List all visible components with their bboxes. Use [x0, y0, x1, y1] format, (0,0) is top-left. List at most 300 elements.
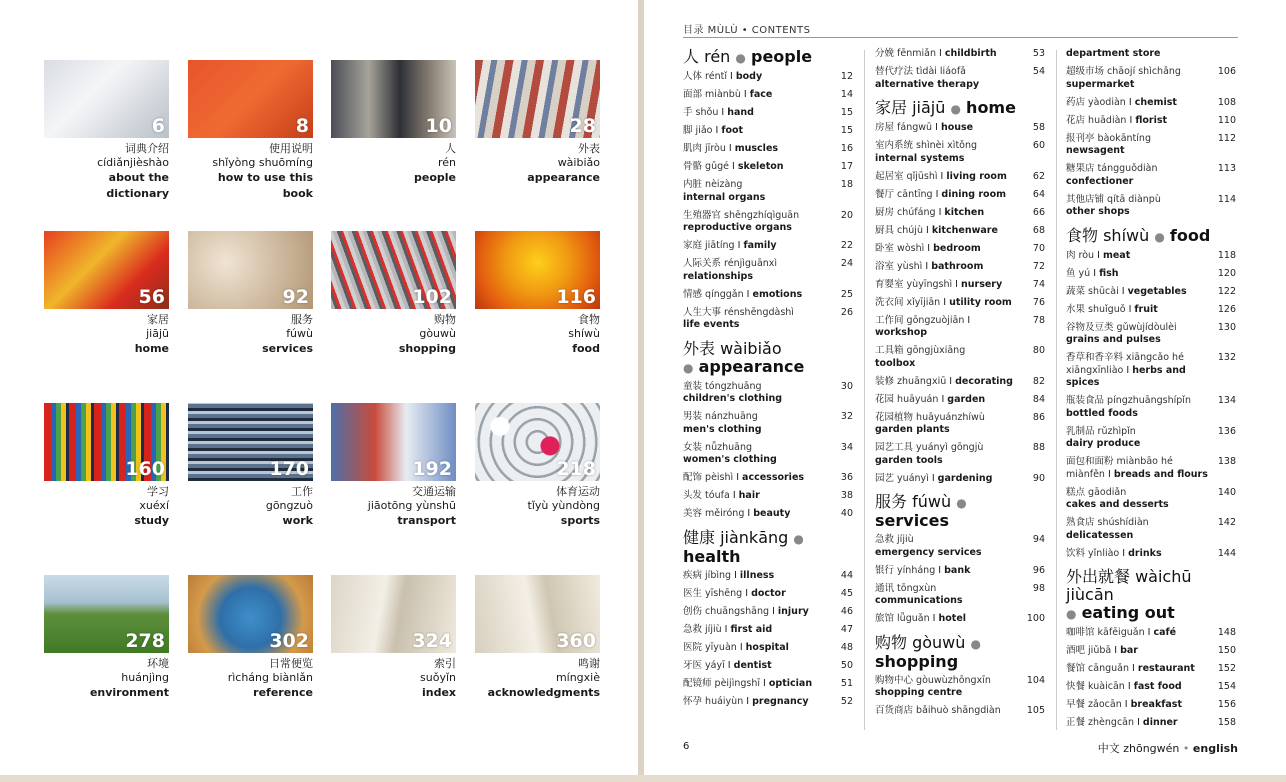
entry-page: 156	[1217, 699, 1236, 710]
contents-entry[interactable]: 饮料 yǐnliào I drinks 144	[1066, 547, 1236, 559]
contents-column-1	[683, 48, 853, 714]
entry-en: herbs and spices	[1066, 364, 1186, 388]
entry-en: gardening	[937, 472, 993, 484]
entry-zh: 花园	[875, 393, 895, 405]
contents-entry[interactable]	[1066, 322, 1236, 347]
contents-entry[interactable]: 香草和香辛料 xiāngcǎo hé xiāngxīnliào I herbs and spices 132	[1066, 352, 1236, 388]
entry-page: 72	[1032, 260, 1045, 272]
chapter-title-pinyin: fúwù	[286, 327, 313, 340]
contents-entry[interactable]: 急救 jíjiù I first aid 47	[683, 623, 853, 635]
entry-en: doctor	[751, 587, 786, 599]
entry-page: 106	[1217, 66, 1236, 77]
entry-zh: 蔬菜	[1066, 285, 1086, 297]
chapter-thumbnail[interactable]	[44, 403, 169, 529]
entry-zh: 脚	[683, 125, 693, 136]
contents-entry[interactable]: 快餐 kuàicān I fast food 154	[1066, 681, 1236, 692]
entry-en: kitchen	[944, 206, 985, 218]
entry-page: 15	[840, 107, 853, 118]
contents-entry[interactable]	[1066, 133, 1236, 158]
entry-page: 84	[1032, 393, 1045, 405]
entry-en: beauty	[753, 508, 791, 519]
entry-en: children's clothing	[683, 393, 783, 404]
entry-pinyin: bǎihuò shāngdiàn	[916, 705, 1001, 716]
chapter-image	[475, 575, 600, 653]
contents-entry[interactable]	[683, 442, 853, 467]
entry-pinyin: yàodiàn	[1088, 96, 1126, 108]
chapter-title-en: acknowledgments	[487, 686, 600, 699]
entry-page: 136	[1217, 425, 1236, 437]
entry-en: florist	[1135, 114, 1168, 126]
entry-zh: 男装	[683, 411, 703, 422]
chapter-title-en: study	[134, 514, 169, 527]
section-heading-zh: 家居 jiājū	[875, 98, 946, 117]
contents-entry[interactable]	[683, 307, 853, 332]
entry-zh: 花园植物	[875, 411, 914, 423]
bullet-dot: ●	[956, 496, 967, 510]
entry-zh: 园艺	[875, 472, 895, 484]
entry-zh: 乳制品	[1066, 425, 1095, 437]
entry-en: optician	[768, 677, 813, 689]
entry-pinyin: huáiyùn	[705, 695, 744, 707]
chapter-title-pinyin: shíwù	[568, 327, 600, 340]
entry-pinyin: cāntīng	[897, 188, 933, 200]
entry-page: 138	[1217, 456, 1236, 467]
entry-zh: 旅馆	[875, 613, 895, 624]
contents-entry[interactable]	[875, 140, 1045, 165]
entry-pinyin: fēnmiǎn	[897, 48, 936, 59]
chapter-page-number: 8	[295, 115, 309, 137]
entry-en: family	[743, 240, 777, 251]
contents-entry[interactable]	[683, 381, 853, 406]
entry-pinyin: jiǔbā	[1088, 645, 1112, 656]
entry-zh: 咖啡馆	[1066, 627, 1095, 638]
entry-en: toolbox	[875, 357, 916, 369]
entry-zh: 园艺工具	[875, 442, 914, 453]
contents-entry[interactable]: 情感 qínggǎn I emotions 25	[683, 288, 853, 300]
entry-zh: 替代疗法	[875, 66, 914, 77]
contents-entry[interactable]	[1066, 163, 1236, 188]
entry-zh: 工作间	[875, 314, 904, 326]
entry-pinyin: shúshídiàn	[1097, 517, 1149, 528]
contents-entry[interactable]: 骨骼 gǔgé I skeleton 17	[683, 161, 853, 172]
contents-entry[interactable]	[875, 66, 1045, 91]
chapter-title-en: sports	[560, 514, 600, 527]
chapter-page-number: 192	[412, 458, 452, 480]
section-heading	[875, 99, 1045, 118]
entry-zh: 美容	[683, 508, 703, 519]
entry-page: 70	[1032, 242, 1045, 254]
chapter-title-pinyin: wàibiǎo	[557, 156, 600, 169]
contents-entry[interactable]: 美容 měiróng I beauty 40	[683, 508, 853, 519]
entry-pinyin: shēngzhíqìguān	[724, 209, 800, 221]
contents-entry[interactable]	[875, 412, 1045, 437]
contents-entry[interactable]: 房屋 fángwū I house 58	[875, 122, 1045, 133]
contents-entry[interactable]: 药店 yàodiàn I chemist 108	[1066, 96, 1236, 108]
contents-entry[interactable]: 洗衣间 xǐyījiān I utility room 76	[875, 296, 1045, 308]
chapter-image	[331, 231, 456, 309]
entry-page: 86	[1032, 411, 1045, 423]
section-heading-en: shopping	[875, 651, 959, 671]
entry-zh: 起居室	[875, 170, 904, 182]
chapter-title-zh: 人	[445, 142, 456, 155]
section-heading-zh: 人 rén	[683, 47, 731, 66]
entry-zh: 情感	[683, 288, 703, 300]
entry-en: shopping centre	[875, 687, 963, 698]
entry-pinyin: rǔzhìpǐn	[1097, 425, 1136, 437]
contents-entry[interactable]: 配镜师 pèijìngshī I optician 51	[683, 677, 853, 689]
contents-entry[interactable]	[683, 258, 853, 283]
contents-entry[interactable]	[683, 210, 853, 235]
entry-pinyin: jīròu	[705, 143, 726, 154]
chapter-page-number: 56	[138, 286, 165, 308]
entry-pinyin: rénshēngdàshì	[724, 306, 794, 318]
contents-entry[interactable]: 育婴室 yùyīngshì I nursery 74	[875, 278, 1045, 290]
contents-header: 目录 MÙLÙ • CONTENTS	[683, 25, 811, 36]
entry-page: 108	[1217, 96, 1236, 108]
entry-pinyin: jiǎo	[695, 125, 713, 136]
contents-entry[interactable]	[1066, 194, 1236, 219]
entry-page: 82	[1032, 375, 1045, 387]
contents-entry[interactable]: 正餐 zhèngcān I dinner 158	[1066, 717, 1236, 728]
section-heading-en: food	[1169, 225, 1211, 245]
entry-page: 36	[840, 472, 853, 483]
chapter-image	[44, 575, 169, 653]
entry-page: 30	[840, 380, 853, 392]
entry-page: 25	[840, 288, 853, 300]
chapter-page-number: 360	[556, 630, 596, 652]
entry-en: relationships	[683, 270, 754, 282]
entry-zh: 面包和面粉	[1066, 456, 1114, 467]
chapter-title-pinyin: gòuwù	[419, 327, 456, 340]
chapter-page-number: 102	[412, 286, 452, 308]
contents-entry[interactable]: 浴室 yùshì I bathroom 72	[875, 260, 1045, 272]
entry-en: childbirth	[944, 48, 997, 59]
chapter-thumbnail[interactable]	[475, 231, 600, 357]
entry-zh: 厨具	[875, 224, 895, 236]
entry-en: garden tools	[875, 454, 943, 466]
entry-zh: 报刊亭	[1066, 132, 1095, 144]
entry-en: breads and flours	[1113, 468, 1208, 480]
entry-zh: 骨骼	[683, 161, 703, 172]
contents-entry[interactable]	[1066, 487, 1236, 512]
contents-entry[interactable]: 旅馆 lǚguǎn I hotel 100	[875, 613, 1045, 624]
entry-en: delicatessen	[1066, 529, 1134, 541]
entry-en: fish	[1099, 267, 1119, 279]
entry-zh: 熟食店	[1066, 517, 1095, 528]
entry-pinyin: fángwū	[897, 122, 933, 133]
section-heading-en: people	[750, 47, 813, 66]
entry-zh: 通讯	[875, 582, 895, 594]
entry-zh: 酒吧	[1066, 645, 1086, 656]
entry-page: 12	[840, 71, 853, 82]
chapter-thumbnail[interactable]	[188, 403, 313, 529]
chapter-title-en: home	[134, 342, 169, 355]
chapter-page-number: 160	[125, 458, 165, 480]
entry-en: emotions	[752, 288, 803, 300]
entry-page: 17	[840, 161, 853, 172]
entry-pinyin: chúfáng	[897, 206, 936, 218]
chapter-page-number: 28	[569, 115, 596, 137]
contents-entry[interactable]: 花店 huādiàn I florist 110	[1066, 114, 1236, 126]
contents-entry[interactable]: 家庭 jiātíng I family 22	[683, 240, 853, 251]
entry-en: fruit	[1134, 303, 1158, 315]
chapter-page-number: 10	[425, 115, 452, 137]
entry-page: 44	[840, 569, 853, 581]
contents-entry[interactable]: 疾病 jíbìng I illness 44	[683, 569, 853, 581]
chapter-title-zh: 词典介绍	[125, 142, 169, 155]
chapter-thumbnail[interactable]	[188, 60, 313, 202]
contents-entry[interactable]: 厨房 chúfáng I kitchen 66	[875, 206, 1045, 218]
entry-en: body	[735, 71, 763, 82]
chapter-thumbnail[interactable]	[331, 60, 456, 186]
contents-entry[interactable]: 肌肉 jīròu I muscles 16	[683, 143, 853, 154]
footer-zh: 中文 zhōngwén	[1097, 742, 1180, 755]
chapter-thumbnail[interactable]	[475, 575, 600, 701]
chapter-thumbnail[interactable]	[188, 231, 313, 357]
contents-entry[interactable]	[683, 411, 853, 436]
chapter-page-number: 324	[412, 630, 452, 652]
entry-zh: 医生	[683, 587, 703, 599]
entry-page: 66	[1032, 206, 1045, 218]
entry-pinyin: shūcài	[1088, 285, 1119, 297]
contents-entry[interactable]: 厨具 chújù I kitchenware 68	[875, 224, 1045, 236]
chapter-image	[475, 231, 600, 309]
contents-entry[interactable]: 怀孕 huáiyùn I pregnancy 52	[683, 695, 853, 707]
entry-pinyin: nǚzhuāng	[705, 441, 752, 453]
chapter-title-zh: 使用说明	[269, 142, 313, 155]
entry-zh: 牙医	[683, 659, 703, 671]
contents-entry[interactable]: 园艺 yuányì I gardening 90	[875, 472, 1045, 484]
chapter-title-pinyin: míngxiè	[555, 671, 600, 684]
chapter-title-pinyin: shǐyòng shuōmíng	[212, 156, 313, 169]
contents-entry[interactable]: 创伤 chuāngshāng I injury 46	[683, 605, 853, 617]
chapter-title-zh: 日常便览	[269, 657, 313, 670]
entry-page: 32	[840, 411, 853, 422]
section-heading-en: health	[683, 546, 741, 566]
entry-zh: 家庭	[683, 240, 703, 251]
contents-entry[interactable]: 工作间 gōngzuòjiān I workshop 78	[875, 314, 1045, 338]
entry-zh: 装修	[875, 375, 895, 387]
contents-entry[interactable]	[875, 442, 1045, 467]
contents-entry[interactable]: 医院 yīyuàn I hospital 48	[683, 641, 853, 653]
entry-page: 34	[840, 441, 853, 453]
contents-entry[interactable]: 配饰 pèishì I accessories 36	[683, 472, 853, 483]
chapter-thumbnail[interactable]	[475, 403, 600, 529]
chapter-title-zh: 体育运动	[556, 485, 600, 498]
entry-en: garden plants	[875, 424, 950, 435]
contents-entry[interactable]	[1066, 395, 1236, 420]
chapter-thumbnail[interactable]	[331, 231, 456, 357]
contents-entry[interactable]: 咖啡馆 kāfēiguǎn I café 148	[1066, 627, 1236, 638]
contents-entry[interactable]: 鱼 yú I fish 120	[1066, 267, 1236, 279]
chapter-title-en: reference	[253, 686, 313, 699]
entry-pinyin: cānguǎn	[1088, 663, 1130, 674]
contents-entry[interactable]: 牙医 yáyī I dentist 50	[683, 659, 853, 671]
entry-zh: 浴室	[875, 260, 895, 272]
entry-pinyin: shǒu	[695, 107, 719, 118]
entry-page: 22	[840, 240, 853, 251]
entry-en: drinks	[1128, 547, 1162, 559]
contents-entry[interactable]	[1066, 48, 1236, 61]
entry-zh: 饮料	[1066, 547, 1086, 559]
contents-entry[interactable]: 银行 yínháng I bank 96	[875, 564, 1045, 576]
section-heading-zh: 外表 wàibiǎo	[683, 338, 782, 358]
entry-zh: 工具箱	[875, 345, 904, 356]
contents-entry[interactable]	[875, 675, 1045, 700]
chapter-title-pinyin: rìcháng biànlǎn	[227, 671, 313, 684]
contents-entry[interactable]: 面包和面粉 miànbāo hé miànfěn I breads and flours 138	[1066, 456, 1236, 480]
entry-zh: 餐厅	[875, 188, 895, 200]
entry-pinyin: shuǐguǒ	[1088, 303, 1126, 315]
entry-pinyin: yùshì	[897, 260, 923, 272]
entry-zh: 肌肉	[683, 143, 703, 154]
entry-page: 118	[1217, 249, 1236, 261]
entry-page: 88	[1032, 442, 1045, 453]
entry-zh: 医院	[683, 641, 703, 653]
entry-pinyin: miànbāo hé miànfěn	[1066, 456, 1173, 480]
column-divider	[1056, 50, 1057, 730]
chapter-thumbnail[interactable]	[44, 231, 169, 357]
bullet-dot: ●	[793, 531, 804, 546]
contents-entry[interactable]: 蔬菜 shūcài I vegetables 122	[1066, 285, 1236, 297]
contents-entry[interactable]	[875, 705, 1045, 718]
entry-zh: 童装	[683, 380, 703, 392]
entry-page: 62	[1032, 170, 1045, 182]
contents-entry[interactable]: 装修 zhuāngxiū I decorating 82	[875, 375, 1045, 387]
section-heading-en: services	[875, 511, 950, 530]
entry-pinyin: réntǐ	[705, 71, 727, 82]
entry-pinyin: pèishì	[705, 472, 734, 483]
contents-entry[interactable]: 肉 ròu I meat 118	[1066, 249, 1236, 261]
entry-en: bank	[944, 564, 971, 576]
entry-en: dairy produce	[1066, 438, 1141, 449]
contents-entry[interactable]: 人体 réntǐ I body 12	[683, 71, 853, 82]
section-heading	[683, 529, 853, 566]
chapter-title-zh: 服务	[291, 313, 313, 326]
contents-entry[interactable]	[875, 583, 1045, 608]
entry-zh: 卧室	[875, 242, 895, 254]
entry-en: dentist	[733, 659, 772, 671]
entry-page: 132	[1217, 352, 1236, 363]
entry-en: cakes and desserts	[1066, 499, 1169, 510]
chapter-thumbnail[interactable]	[331, 575, 456, 701]
entry-en: emergency services	[875, 546, 982, 558]
bullet-dot: ●	[970, 636, 981, 651]
entry-pinyin: yīyuàn	[705, 641, 737, 653]
entry-zh: 水果	[1066, 303, 1086, 315]
contents-entry[interactable]: 酒吧 jiǔbā I bar 150	[1066, 645, 1236, 656]
entry-page: 74	[1032, 278, 1045, 290]
entry-page: 68	[1032, 224, 1045, 236]
entry-page: 14	[840, 89, 853, 100]
entry-page: 26	[840, 306, 853, 318]
entry-page: 126	[1217, 303, 1236, 315]
chapter-title-en: people	[414, 171, 456, 184]
contents-entry[interactable]: 起居室 qǐjūshì I living room 62	[875, 170, 1045, 182]
section-heading-en: home	[966, 98, 1016, 117]
chapter-thumbnail[interactable]	[331, 403, 456, 529]
entry-page: 140	[1217, 486, 1236, 498]
section-heading-zh: 外出就餐 wàichū jiùcān	[1066, 567, 1192, 604]
entry-pinyin: rénjìguānxì	[724, 258, 778, 269]
chapter-thumbnail[interactable]	[188, 575, 313, 701]
contents-entry[interactable]: 卧室 wòshì I bedroom 70	[875, 242, 1045, 254]
contents-entry[interactable]: 手 shǒu I hand 15	[683, 107, 853, 118]
entry-page: 114	[1217, 193, 1236, 205]
entry-page: 105	[1026, 705, 1045, 716]
contents-entry[interactable]: 分娩 fēnmiǎn I childbirth 53	[875, 48, 1045, 59]
entry-page: 104	[1026, 674, 1045, 686]
section-heading-en: appearance	[698, 356, 805, 376]
chapter-title-pinyin: jiāotōng yùnshū	[367, 499, 456, 512]
chapter-thumbnail[interactable]	[475, 60, 600, 186]
contents-entry[interactable]: 花园 huāyuán I garden 84	[875, 393, 1045, 405]
entry-en: women's clothing	[683, 454, 777, 465]
entry-page: 113	[1217, 163, 1236, 174]
bottom-edge	[0, 775, 1286, 782]
contents-entry[interactable]	[683, 179, 853, 204]
contents-entry[interactable]: 脚 jiǎo I foot 15	[683, 125, 853, 136]
contents-entry[interactable]: 面部 miànbù I face 14	[683, 89, 853, 100]
entry-en: foot	[721, 125, 744, 136]
chapter-thumbnail[interactable]	[44, 575, 169, 701]
entry-pinyin: tóngzhuāng	[705, 380, 762, 392]
entry-en: reproductive organs	[683, 222, 792, 233]
contents-entry[interactable]	[1066, 517, 1236, 542]
entry-en: alternative therapy	[875, 78, 980, 90]
entry-en: fast food	[1133, 681, 1182, 692]
entry-zh: 创伤	[683, 605, 703, 617]
chapter-thumbnail[interactable]	[44, 60, 169, 202]
entry-zh: 生殖器官	[683, 209, 722, 221]
contents-entry[interactable]: 早餐 zǎocān I breakfast 156	[1066, 699, 1236, 710]
contents-entry[interactable]: 头发 tóufa I hair 38	[683, 490, 853, 501]
section-heading-zh: 购物 gòuwù	[875, 632, 966, 652]
contents-entry[interactable]: 餐馆 cānguǎn I restaurant 152	[1066, 663, 1236, 674]
chapter-title-en: transport	[397, 514, 456, 527]
entry-pinyin: ròu	[1078, 249, 1095, 261]
entry-zh: 面部	[683, 89, 703, 100]
entry-pinyin: wòshì	[897, 242, 925, 254]
entry-pinyin: nánzhuāng	[705, 411, 758, 422]
entry-page: 120	[1217, 267, 1236, 279]
entry-pinyin: nèizàng	[705, 179, 743, 190]
contents-entry[interactable]	[1066, 66, 1236, 91]
entry-en: garden	[947, 393, 986, 405]
contents-entry[interactable]	[875, 345, 1045, 370]
entry-en: hand	[727, 107, 754, 118]
entry-page: 40	[840, 508, 853, 519]
entry-en: utility room	[949, 296, 1012, 308]
entry-pinyin: yínháng	[897, 564, 936, 576]
entry-en: vegetables	[1127, 285, 1187, 297]
contents-entry[interactable]	[1066, 426, 1236, 451]
chapter-page-number: 278	[125, 630, 165, 652]
contents-entry[interactable]: 医生 yīshēng I doctor 45	[683, 587, 853, 599]
entry-page: 38	[840, 490, 853, 501]
entry-en: face	[749, 89, 773, 100]
entry-page: 64	[1032, 188, 1045, 200]
chapter-image	[188, 60, 313, 138]
chapter-image	[44, 231, 169, 309]
entry-zh: 配饰	[683, 472, 703, 483]
entry-page: 20	[840, 209, 853, 221]
contents-entry[interactable]	[875, 534, 1045, 559]
entry-page: 152	[1217, 663, 1236, 674]
contents-entry[interactable]: 水果 shuǐguǒ I fruit 126	[1066, 303, 1236, 315]
entry-page: 80	[1032, 345, 1045, 356]
contents-entry[interactable]: 餐厅 cāntīng I dining room 64	[875, 188, 1045, 200]
